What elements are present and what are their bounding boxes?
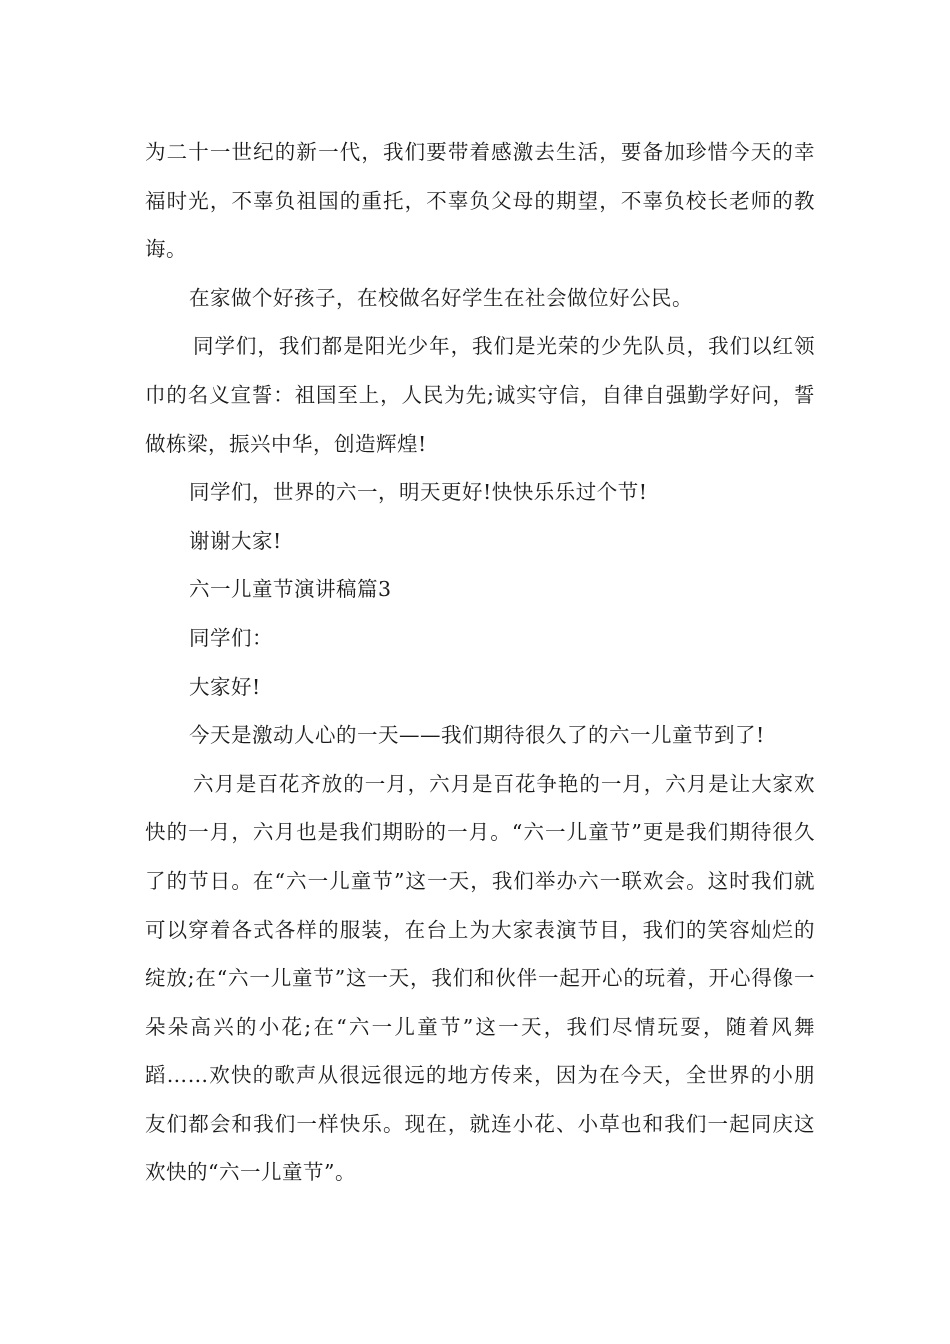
paragraph-june: 六月是百花齐放的一月，六月是百花争艳的一月，六月是让大家欢快的一月，六月也是我们期盼的一月。“六一儿童节”更是我们期待很久了的节日。在“六一儿童节”这一天，我们举办六一联欢会。这时我们就可以穿着各式各样的服装，在台上为大家表演节目，我们的笑容灿烂的绽放;在“六一儿童节”这一天，我们和伙伴一起开心的玩着，开心得像一朵朵高兴的小花;在“六一儿童节”这一天，我们尽情玩耍，随着风舞蹈……欢快的歌声从很远很远的地方传来，因为在今天，全世界的小朋友们都会和我们一样快乐。现在，就连小花、小草也和我们一起同庆这欢快的“六一儿童节”。 bbox=[145, 771, 815, 1185]
paragraph-continuation: 为二十一世纪的新一代，我们要带着感激去生活，要备加珍惜今天的幸福时光，不辜负祖国的重托，不辜负父母的期望，不辜负校长老师的教诲。 bbox=[145, 140, 815, 262]
paragraph-thanks: 谢谢大家! bbox=[189, 528, 282, 553]
paragraph-pledge: 同学们，我们都是阳光少年，我们是光荣的少先队员，我们以红领巾的名义宣誓：祖国至上，人民为先;诚实守信，自律自强勤学好问，誓做栋梁，振兴中华，创造辉煌! bbox=[145, 334, 815, 456]
section-heading: 六一儿童节演讲稿篇3 bbox=[189, 577, 392, 602]
paragraph-good-citizen: 在家做个好孩子，在校做名好学生在社会做位好公民。 bbox=[189, 285, 693, 310]
document-body bbox=[145, 128, 815, 1197]
paragraph-exciting-day: 今天是激动人心的一天——我们期待很久了的六一儿童节到了! bbox=[189, 723, 765, 748]
paragraph-greeting: 大家好! bbox=[189, 674, 261, 699]
paragraph-salutation: 同学们： bbox=[189, 625, 273, 650]
paragraph-happy-holiday: 同学们，世界的六一，明天更好!快快乐乐过个节! bbox=[189, 480, 648, 505]
